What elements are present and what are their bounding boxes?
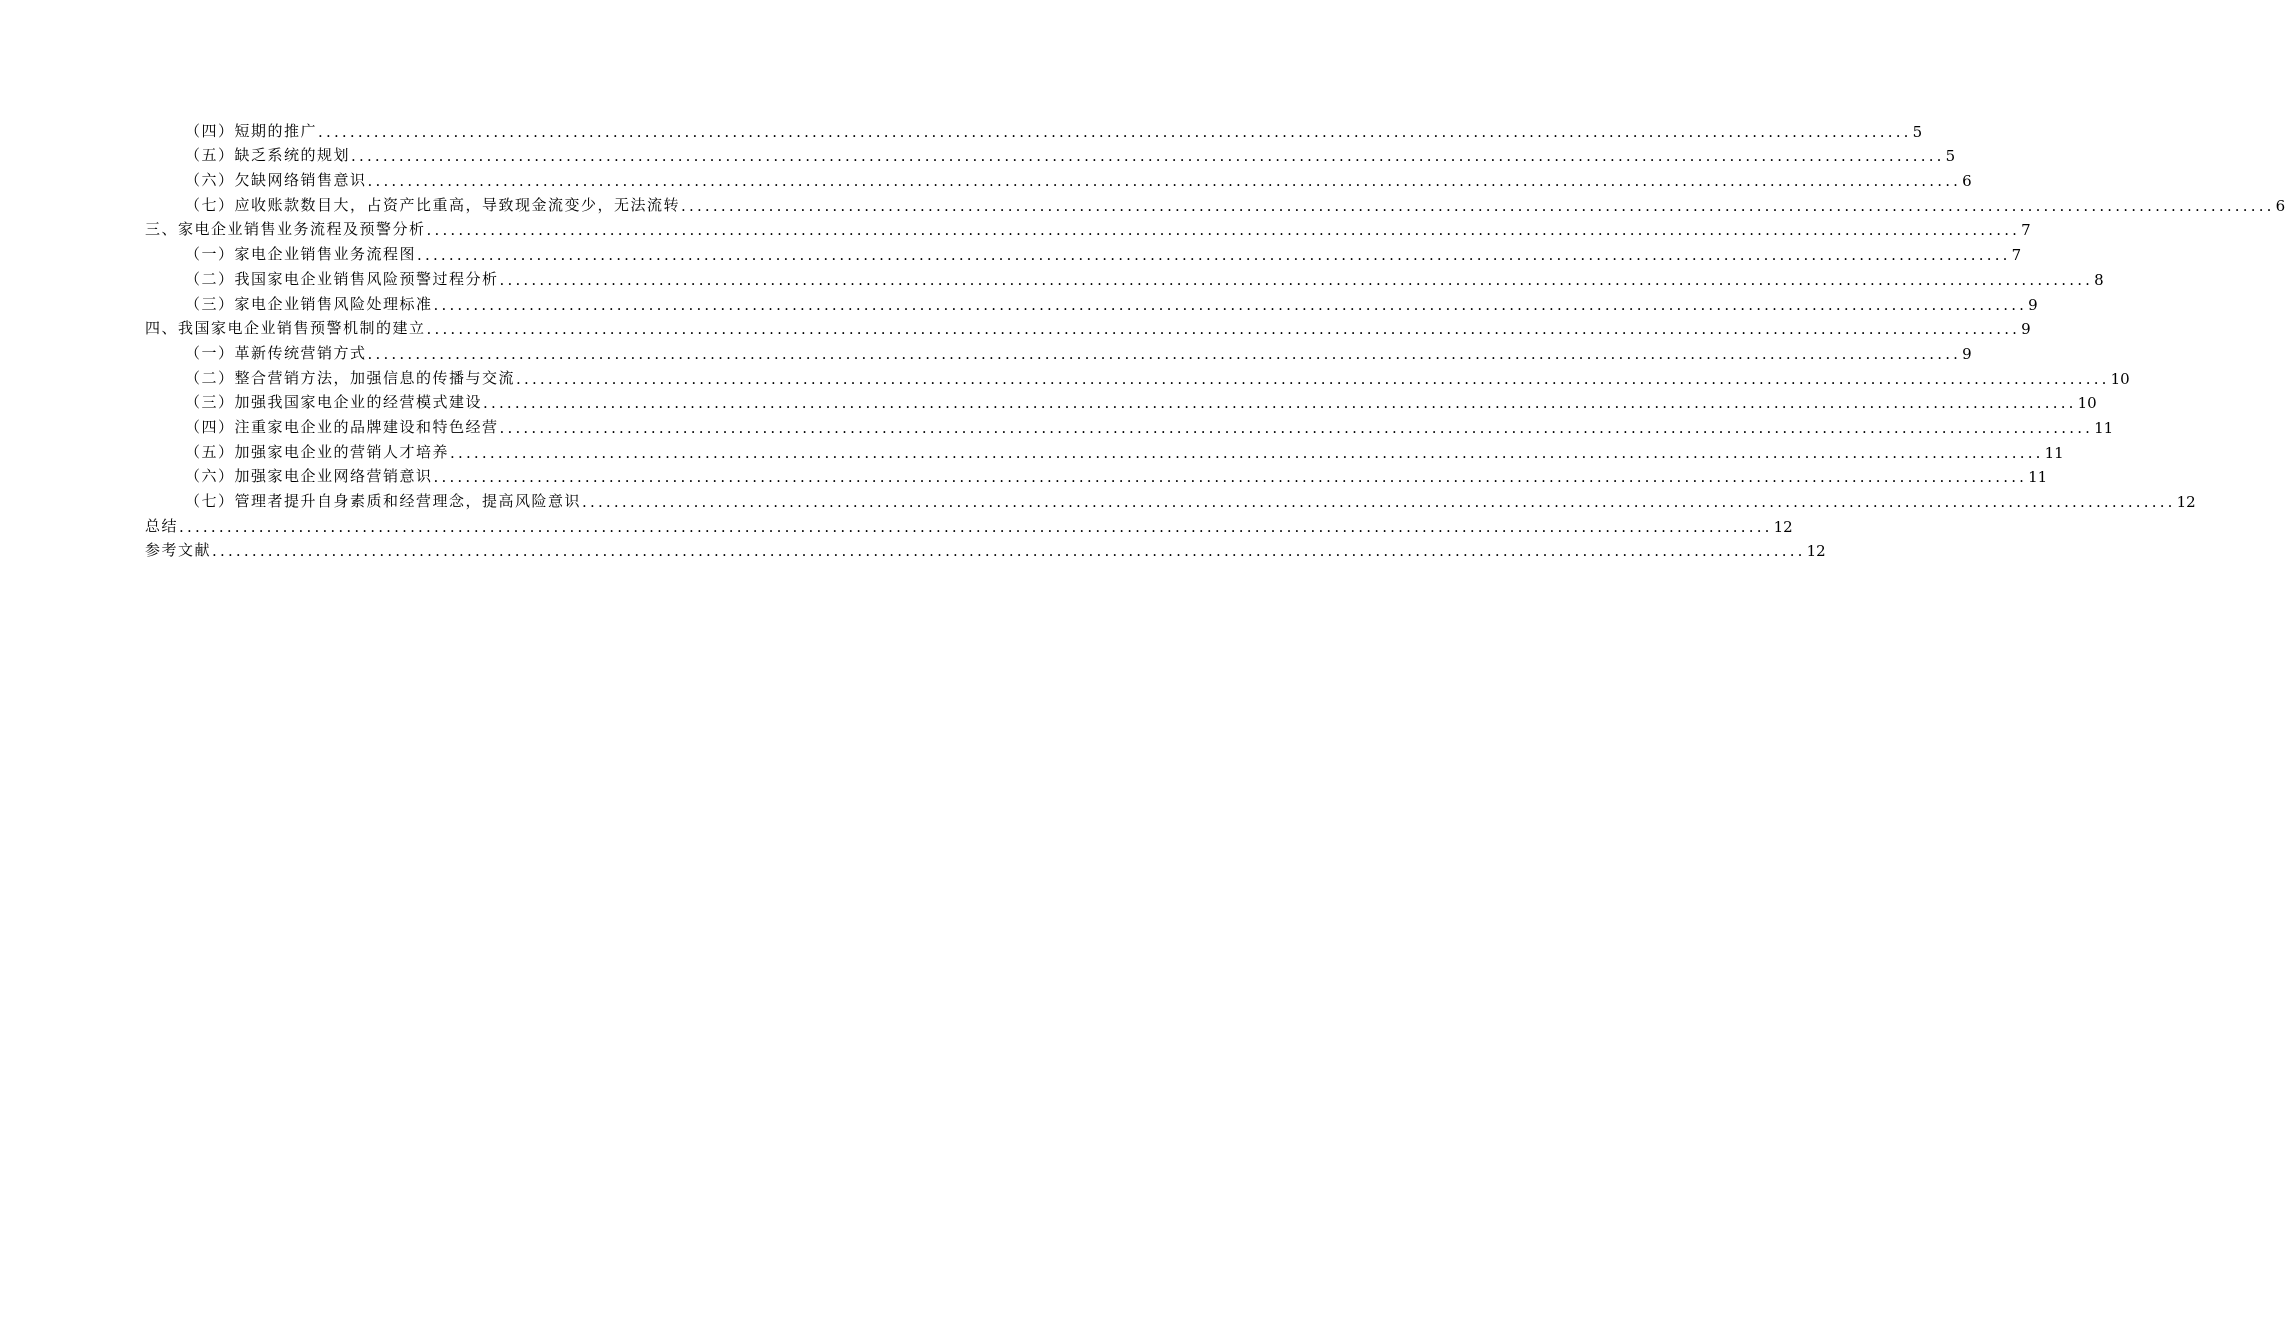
toc-page-number: 7 xyxy=(2021,221,2031,240)
toc-page-number: 11 xyxy=(2094,418,2114,437)
toc-page-number: 12 xyxy=(1773,517,1793,536)
toc-dot-leader: ........................................................................................................................................................................................................ xyxy=(351,147,1945,166)
toc-entry-title: （七）管理者提升自身素质和经营理念，提高风险意识 xyxy=(185,492,582,510)
toc-entry[interactable] xyxy=(145,264,2104,289)
toc-dot-leader: ........................................................................................................................................................................................................ xyxy=(367,344,1962,363)
toc-entry-title: （一）家电企业销售业务流程图 xyxy=(185,245,417,264)
toc-page-number: 10 xyxy=(2077,394,2097,413)
table-of-contents xyxy=(145,116,2285,561)
toc-entry[interactable] xyxy=(145,289,2038,314)
toc-entry-title: （七）应收账款数目大，占资产比重高，导致现金流变少，无法流转 xyxy=(185,195,681,214)
toc-entry-title: （四）注重家电企业的品牌建设和特色经营 xyxy=(185,417,499,436)
toc-dot-leader: ........................................................................................................................................................................................................ xyxy=(426,221,2021,240)
toc-entry-title: （五）加强家电企业的营销人才培养 xyxy=(185,442,450,461)
toc-page-number: 5 xyxy=(1945,147,1956,166)
toc-dot-leader: ........................................................................................................................................................................................................ xyxy=(212,542,1806,561)
toc-dot-leader: ........................................................................................................................................................................................................ xyxy=(582,493,2176,511)
toc-dot-leader: ........................................................................................................................................................................................................ xyxy=(433,295,2028,314)
toc-entry-title: 四、我国家电企业销售预警机制的建立 xyxy=(145,319,426,338)
toc-page-number: 9 xyxy=(1962,344,1972,363)
toc-entry-title: （三）加强我国家电企业的经营模式建设 xyxy=(185,393,483,412)
toc-page-number: 8 xyxy=(2094,270,2104,289)
toc-entry[interactable] xyxy=(145,462,2048,487)
toc-dot-leader: ........................................................................................................................................................................................................ xyxy=(179,517,1773,536)
toc-entry[interactable] xyxy=(145,190,2285,215)
toc-entry-title: （六）加强家电企业网络营销意识 xyxy=(185,467,433,486)
toc-entry[interactable] xyxy=(145,388,2097,413)
toc-entry[interactable] xyxy=(145,437,2064,462)
toc-dot-leader: ........................................................................................................................................................................................................ xyxy=(499,270,2094,289)
toc-page-number: 12 xyxy=(2176,493,2196,511)
toc-entry[interactable] xyxy=(145,486,2196,511)
toc-page-number: 5 xyxy=(1912,122,1923,141)
toc-page-number: 9 xyxy=(2021,320,2031,339)
toc-dot-leader: ........................................................................................................................................................................................................ xyxy=(450,443,2044,462)
toc-page-number: 6 xyxy=(2275,196,2285,215)
toc-dot-leader: ........................................................................................................................................................................................................ xyxy=(483,394,2077,413)
toc-entry[interactable] xyxy=(145,141,1956,166)
toc-dot-leader: ........................................................................................................................................................................................................ xyxy=(417,246,2011,265)
toc-dot-leader: ........................................................................................................................................................................................................ xyxy=(318,122,1912,141)
toc-entry[interactable] xyxy=(145,536,1826,561)
toc-page-number: 10 xyxy=(2110,369,2130,388)
toc-entry-title: 参考文献 xyxy=(145,541,212,560)
toc-page-number: 9 xyxy=(2028,295,2038,314)
toc-page-number: 7 xyxy=(2011,246,2022,265)
toc-entry-title: （三）家电企业销售风险处理标准 xyxy=(185,294,433,313)
toc-dot-leader: ........................................................................................................................................................................................................ xyxy=(367,172,1962,191)
toc-entry[interactable] xyxy=(145,338,1972,363)
toc-page-number: 12 xyxy=(1806,542,1826,561)
toc-entry-title: （六）欠缺网络销售意识 xyxy=(185,171,367,190)
toc-entry[interactable] xyxy=(145,215,2031,240)
toc-entry-title: （二）整合营销方法，加强信息的传播与交流 xyxy=(185,368,516,387)
toc-entry[interactable] xyxy=(145,412,2114,437)
toc-entry-title: 三、家电企业销售业务流程及预警分析 xyxy=(145,220,426,239)
toc-page-number: 11 xyxy=(2028,468,2048,487)
toc-dot-leader: ........................................................................................................................................................................................................ xyxy=(681,196,2275,215)
toc-dot-leader: ........................................................................................................................................................................................................ xyxy=(433,468,2028,487)
toc-entry-title: （四）短期的推广 xyxy=(185,121,318,140)
toc-entry[interactable] xyxy=(145,511,1793,536)
toc-entry[interactable] xyxy=(145,165,1972,191)
toc-entry-title: 总结 xyxy=(145,516,179,535)
toc-entry[interactable] xyxy=(145,239,2022,265)
toc-dot-leader: ........................................................................................................................................................................................................ xyxy=(426,320,2021,339)
toc-dot-leader: ........................................................................................................................................................................................................ xyxy=(516,369,2110,388)
toc-page-number: 11 xyxy=(2044,443,2064,462)
toc-entry[interactable] xyxy=(145,116,1923,141)
toc-dot-leader: ........................................................................................................................................................................................................ xyxy=(499,418,2094,437)
toc-entry-title: （二）我国家电企业销售风险预警过程分析 xyxy=(185,269,499,288)
toc-entry-title: （五）缺乏系统的规划 xyxy=(185,146,351,165)
toc-entry[interactable] xyxy=(145,314,2031,339)
toc-page-number: 6 xyxy=(1962,172,1972,191)
toc-entry-title: （一）革新传统营销方式 xyxy=(185,343,367,362)
toc-entry[interactable] xyxy=(145,363,2130,388)
